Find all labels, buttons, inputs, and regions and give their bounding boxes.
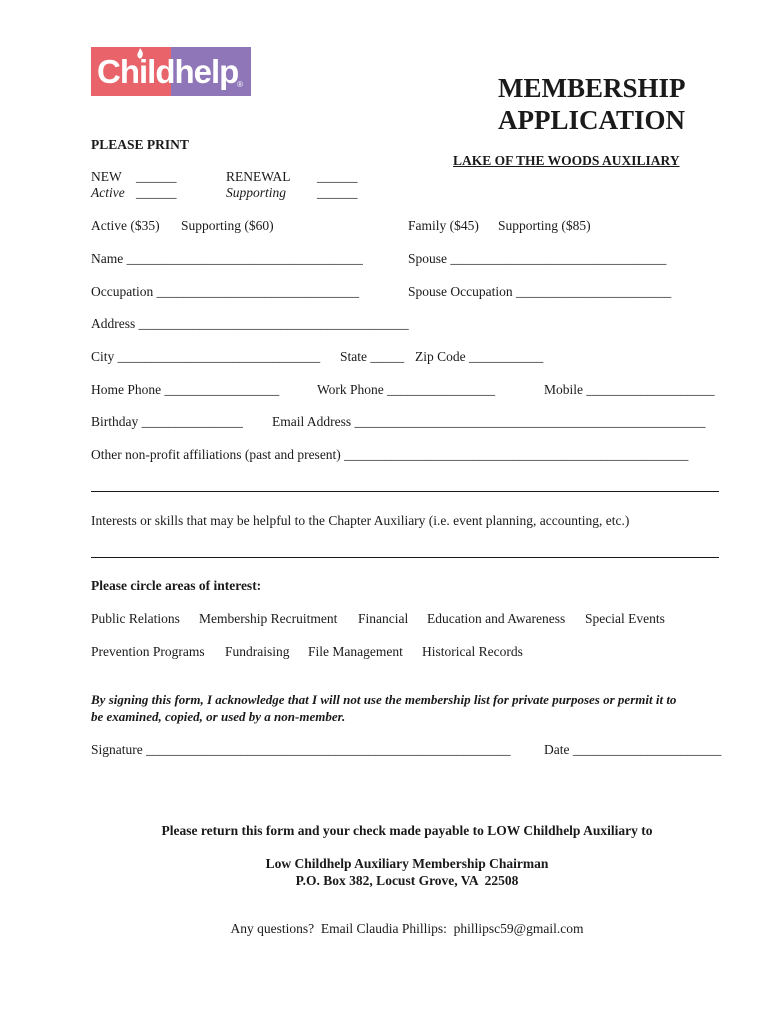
logo-reg-mark: ® — [237, 80, 243, 89]
renewal-blank[interactable]: ______ — [317, 169, 358, 184]
date-field[interactable]: Date ______________________ — [544, 742, 722, 757]
return-instruction: Please return this form and your check made payable to LOW Childhelp Auxiliary to — [161, 823, 653, 838]
affiliations-field[interactable]: Other non-profit affiliations (past and present) ___________________________________________________ — [91, 447, 689, 462]
home-phone-field[interactable]: Home Phone _________________ — [91, 382, 280, 397]
renewal-label: RENEWAL — [226, 169, 291, 184]
logo-text: Childhelp — [97, 53, 239, 90]
area-prevention-programs[interactable]: Prevention Programs — [91, 644, 205, 659]
active-label: Active — [91, 185, 125, 200]
birthday-field[interactable]: Birthday _______________ — [91, 414, 243, 429]
area-file-management[interactable]: File Management — [308, 644, 403, 659]
supporting-label: Supporting — [226, 185, 287, 200]
mobile-field[interactable]: Mobile ___________________ — [544, 382, 715, 397]
state-field[interactable]: State _____ — [340, 349, 405, 364]
area-financial[interactable]: Financial — [358, 611, 409, 626]
active-blank[interactable]: ______ — [136, 185, 177, 200]
title-line-1: MEMBERSHIP — [498, 73, 686, 103]
supporting-blank[interactable]: ______ — [317, 185, 358, 200]
area-public-relations[interactable]: Public Relations — [91, 611, 180, 626]
please-print: PLEASE PRINT — [91, 137, 189, 152]
acknowledgement-line-2: be examined, copied, or used by a non-member. — [91, 709, 346, 724]
email-field[interactable]: Email Address ____________________________________________________ — [272, 414, 706, 429]
dues-supporting: Supporting ($60) — [181, 218, 274, 233]
area-education-awareness[interactable]: Education and Awareness — [427, 611, 566, 626]
auxiliary-subtitle: LAKE OF THE WOODS AUXILIARY — [453, 153, 680, 168]
interests-label: Interests or skills that may be helpful to the Chapter Auxiliary (i.e. event planning, accounting, etc.) — [91, 513, 630, 528]
affiliations-line-2[interactable] — [91, 490, 719, 492]
dues-supporting-family: Supporting ($85) — [498, 218, 591, 233]
return-address-1: Low Childhelp Auxiliary Membership Chairman — [265, 856, 549, 871]
new-blank[interactable]: ______ — [136, 169, 177, 184]
dues-family: Family ($45) — [408, 218, 479, 233]
title-line-2: APPLICATION — [498, 105, 686, 135]
area-special-events[interactable]: Special Events — [585, 611, 665, 626]
childhelp-logo — [91, 47, 251, 96]
spouse-field[interactable]: Spouse ________________________________ — [408, 251, 667, 266]
spouse-occupation-field[interactable]: Spouse Occupation _______________________ — [408, 284, 672, 299]
name-field[interactable]: Name ___________________________________ — [91, 251, 363, 266]
area-historical-records[interactable]: Historical Records — [422, 644, 523, 659]
occupation-field[interactable]: Occupation ______________________________ — [91, 284, 360, 299]
interests-line[interactable] — [91, 556, 719, 558]
zip-field[interactable]: Zip Code ___________ — [415, 349, 544, 364]
acknowledgement-line-1: By signing this form, I acknowledge that I will not use the membership list for private purposes or permit it to — [91, 692, 677, 707]
city-field[interactable]: City ______________________________ — [91, 349, 321, 364]
return-address-2: P.O. Box 382, Locust Grove, VA 22508 — [295, 873, 519, 888]
address-field[interactable]: Address ________________________________________ — [91, 316, 409, 331]
area-fundraising[interactable]: Fundraising — [225, 644, 290, 659]
new-label: NEW — [91, 169, 122, 184]
areas-heading: Please circle areas of interest: — [91, 578, 262, 593]
signature-field[interactable]: Signature ______________________________________________________ — [91, 742, 511, 757]
area-membership-recruitment[interactable]: Membership Recruitment — [199, 611, 338, 626]
work-phone-field[interactable]: Work Phone ________________ — [317, 382, 496, 397]
questions-contact: Any questions? Email Claudia Phillips: phillipsc59@gmail.com — [230, 921, 584, 936]
dues-active: Active ($35) — [91, 218, 160, 233]
